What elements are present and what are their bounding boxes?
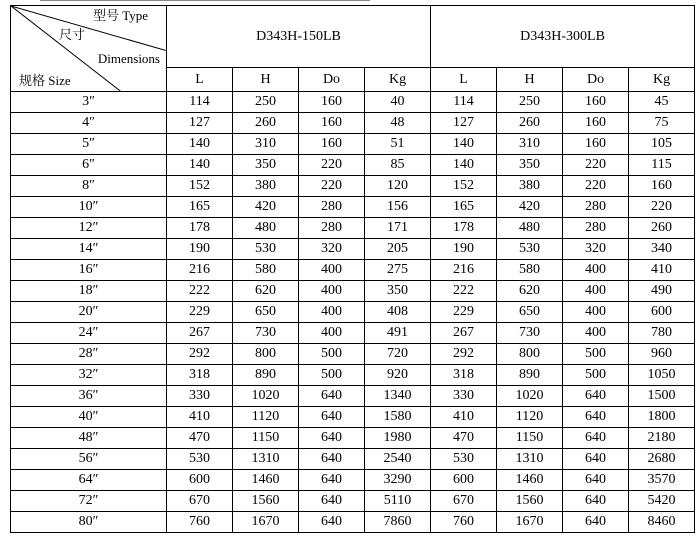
- value-cell: 140: [167, 155, 233, 176]
- value-cell: 500: [563, 344, 629, 365]
- value-cell: 292: [167, 344, 233, 365]
- value-cell: 400: [563, 260, 629, 281]
- value-cell: 229: [431, 302, 497, 323]
- value-cell: 400: [299, 281, 365, 302]
- value-cell: 530: [167, 449, 233, 470]
- table-row: [11, 386, 695, 407]
- value-cell: 350: [233, 155, 299, 176]
- value-cell: 1980: [365, 428, 431, 449]
- table-body: [11, 92, 695, 533]
- value-cell: 171: [365, 218, 431, 239]
- size-cell: 36″: [11, 386, 167, 407]
- value-cell: 220: [563, 176, 629, 197]
- table-row: [11, 470, 695, 491]
- value-cell: 8460: [629, 512, 695, 533]
- size-cell: 8″: [11, 176, 167, 197]
- size-cell: 12″: [11, 218, 167, 239]
- value-cell: 310: [497, 134, 563, 155]
- top-cropped-line: [40, 0, 370, 3]
- value-cell: 1670: [497, 512, 563, 533]
- value-cell: 2680: [629, 449, 695, 470]
- value-cell: 640: [299, 428, 365, 449]
- value-cell: 160: [299, 134, 365, 155]
- size-cell: 16″: [11, 260, 167, 281]
- value-cell: 720: [365, 344, 431, 365]
- size-cell: 14″: [11, 239, 167, 260]
- value-cell: 410: [431, 407, 497, 428]
- value-cell: 7860: [365, 512, 431, 533]
- value-cell: 267: [431, 323, 497, 344]
- value-cell: 140: [431, 155, 497, 176]
- value-cell: 960: [629, 344, 695, 365]
- value-cell: 730: [233, 323, 299, 344]
- header-row-models: [11, 6, 695, 68]
- value-cell: 640: [563, 407, 629, 428]
- value-cell: 400: [563, 281, 629, 302]
- value-cell: 400: [299, 260, 365, 281]
- value-cell: 340: [629, 239, 695, 260]
- value-cell: 480: [233, 218, 299, 239]
- value-cell: 670: [431, 491, 497, 512]
- value-cell: 3290: [365, 470, 431, 491]
- value-cell: 1150: [497, 428, 563, 449]
- value-cell: 470: [167, 428, 233, 449]
- value-cell: 114: [431, 92, 497, 113]
- value-cell: 220: [629, 197, 695, 218]
- value-cell: 350: [497, 155, 563, 176]
- value-cell: 260: [629, 218, 695, 239]
- value-cell: 2540: [365, 449, 431, 470]
- value-cell: 40: [365, 92, 431, 113]
- value-cell: 320: [299, 239, 365, 260]
- value-cell: 160: [629, 176, 695, 197]
- value-cell: 580: [233, 260, 299, 281]
- value-cell: 1050: [629, 365, 695, 386]
- value-cell: 114: [167, 92, 233, 113]
- table-row: [11, 113, 695, 134]
- value-cell: 620: [233, 281, 299, 302]
- col-header-Kg: Kg: [629, 68, 695, 92]
- value-cell: 640: [563, 449, 629, 470]
- value-cell: 1020: [233, 386, 299, 407]
- value-cell: 292: [431, 344, 497, 365]
- value-cell: 115: [629, 155, 695, 176]
- value-cell: 160: [563, 92, 629, 113]
- value-cell: 140: [167, 134, 233, 155]
- value-cell: 229: [167, 302, 233, 323]
- value-cell: 420: [233, 197, 299, 218]
- table-row: [11, 155, 695, 176]
- value-cell: 600: [629, 302, 695, 323]
- value-cell: 75: [629, 113, 695, 134]
- table-row: [11, 365, 695, 386]
- size-cell: 6″: [11, 155, 167, 176]
- value-cell: 318: [431, 365, 497, 386]
- value-cell: 48: [365, 113, 431, 134]
- table-row: [11, 428, 695, 449]
- value-cell: 260: [497, 113, 563, 134]
- value-cell: 420: [497, 197, 563, 218]
- value-cell: 760: [167, 512, 233, 533]
- value-cell: 222: [431, 281, 497, 302]
- size-label: 规格 Size: [19, 73, 71, 88]
- value-cell: 670: [167, 491, 233, 512]
- value-cell: 400: [299, 302, 365, 323]
- size-cell: 72″: [11, 491, 167, 512]
- value-cell: 530: [431, 449, 497, 470]
- value-cell: 152: [431, 176, 497, 197]
- value-cell: 1310: [497, 449, 563, 470]
- value-cell: 205: [365, 239, 431, 260]
- value-cell: 530: [497, 239, 563, 260]
- table-row: [11, 344, 695, 365]
- value-cell: 105: [629, 134, 695, 155]
- value-cell: 165: [431, 197, 497, 218]
- value-cell: 800: [497, 344, 563, 365]
- value-cell: 480: [497, 218, 563, 239]
- value-cell: 530: [233, 239, 299, 260]
- value-cell: 730: [497, 323, 563, 344]
- size-cell: 64″: [11, 470, 167, 491]
- value-cell: 580: [497, 260, 563, 281]
- size-cell: 48″: [11, 428, 167, 449]
- value-cell: 1460: [233, 470, 299, 491]
- value-cell: 410: [167, 407, 233, 428]
- table-row: [11, 260, 695, 281]
- value-cell: 640: [299, 470, 365, 491]
- table-row: [11, 449, 695, 470]
- value-cell: 640: [563, 428, 629, 449]
- model-header-150lb: D343H-150LB: [167, 6, 431, 68]
- table-row: [11, 92, 695, 113]
- model-header-300lb: D343H-300LB: [431, 6, 695, 68]
- size-cell: 28″: [11, 344, 167, 365]
- value-cell: 250: [233, 92, 299, 113]
- value-cell: 408: [365, 302, 431, 323]
- value-cell: 800: [233, 344, 299, 365]
- value-cell: 160: [563, 134, 629, 155]
- value-cell: 920: [365, 365, 431, 386]
- size-cell: 40″: [11, 407, 167, 428]
- col-header-H: H: [233, 68, 299, 92]
- table-row: [11, 491, 695, 512]
- value-cell: 216: [167, 260, 233, 281]
- value-cell: 220: [563, 155, 629, 176]
- value-cell: 1460: [497, 470, 563, 491]
- value-cell: 320: [563, 239, 629, 260]
- col-header-Kg: Kg: [365, 68, 431, 92]
- value-cell: 260: [233, 113, 299, 134]
- value-cell: 1800: [629, 407, 695, 428]
- col-header-H: H: [497, 68, 563, 92]
- table-row: [11, 176, 695, 197]
- value-cell: 1020: [497, 386, 563, 407]
- dimension-cn-label: 尺寸: [59, 27, 86, 42]
- col-header-L: L: [167, 68, 233, 92]
- value-cell: 650: [233, 302, 299, 323]
- value-cell: 640: [299, 386, 365, 407]
- value-cell: 220: [299, 155, 365, 176]
- value-cell: 640: [299, 491, 365, 512]
- value-cell: 890: [233, 365, 299, 386]
- value-cell: 1340: [365, 386, 431, 407]
- dimensions-table: [10, 5, 695, 533]
- value-cell: 190: [431, 239, 497, 260]
- value-cell: 3570: [629, 470, 695, 491]
- value-cell: 5420: [629, 491, 695, 512]
- value-cell: 1560: [233, 491, 299, 512]
- value-cell: 216: [431, 260, 497, 281]
- table-row: [11, 197, 695, 218]
- value-cell: 178: [167, 218, 233, 239]
- value-cell: 410: [629, 260, 695, 281]
- col-header-L: L: [431, 68, 497, 92]
- value-cell: 220: [299, 176, 365, 197]
- value-cell: 470: [431, 428, 497, 449]
- value-cell: 1120: [233, 407, 299, 428]
- size-cell: 5″: [11, 134, 167, 155]
- value-cell: 45: [629, 92, 695, 113]
- table-row: [11, 302, 695, 323]
- value-cell: 500: [299, 365, 365, 386]
- value-cell: 160: [299, 92, 365, 113]
- value-cell: 178: [431, 218, 497, 239]
- table-row: [11, 407, 695, 428]
- type-label: 型号 Type: [92, 8, 148, 23]
- value-cell: 160: [563, 113, 629, 134]
- col-header-Do: Do: [563, 68, 629, 92]
- value-cell: 640: [299, 449, 365, 470]
- value-cell: 120: [365, 176, 431, 197]
- value-cell: 280: [299, 197, 365, 218]
- value-cell: 318: [167, 365, 233, 386]
- size-cell: 20″: [11, 302, 167, 323]
- value-cell: 500: [299, 344, 365, 365]
- value-cell: 280: [563, 218, 629, 239]
- size-cell: 56″: [11, 449, 167, 470]
- value-cell: 267: [167, 323, 233, 344]
- value-cell: 640: [563, 386, 629, 407]
- value-cell: 1670: [233, 512, 299, 533]
- value-cell: 140: [431, 134, 497, 155]
- table-row: [11, 239, 695, 260]
- size-cell: 3″: [11, 92, 167, 113]
- value-cell: 380: [233, 176, 299, 197]
- value-cell: 490: [629, 281, 695, 302]
- value-cell: 152: [167, 176, 233, 197]
- value-cell: 400: [563, 323, 629, 344]
- size-cell: 10″: [11, 197, 167, 218]
- value-cell: 500: [563, 365, 629, 386]
- size-cell: 80″: [11, 512, 167, 533]
- value-cell: 890: [497, 365, 563, 386]
- value-cell: 222: [167, 281, 233, 302]
- value-cell: 600: [431, 470, 497, 491]
- value-cell: 1500: [629, 386, 695, 407]
- value-cell: 640: [563, 470, 629, 491]
- value-cell: 160: [299, 113, 365, 134]
- size-cell: 4″: [11, 113, 167, 134]
- value-cell: 1310: [233, 449, 299, 470]
- value-cell: 650: [497, 302, 563, 323]
- value-cell: 310: [233, 134, 299, 155]
- value-cell: 280: [563, 197, 629, 218]
- value-cell: 127: [167, 113, 233, 134]
- size-cell: 32″: [11, 365, 167, 386]
- value-cell: 620: [497, 281, 563, 302]
- table-row: [11, 323, 695, 344]
- table-row: [11, 281, 695, 302]
- value-cell: 640: [299, 407, 365, 428]
- value-cell: 780: [629, 323, 695, 344]
- value-cell: 165: [167, 197, 233, 218]
- value-cell: 380: [497, 176, 563, 197]
- value-cell: 640: [563, 512, 629, 533]
- value-cell: 400: [299, 323, 365, 344]
- col-header-Do: Do: [299, 68, 365, 92]
- value-cell: 640: [299, 512, 365, 533]
- value-cell: 1560: [497, 491, 563, 512]
- value-cell: 1120: [497, 407, 563, 428]
- value-cell: 400: [563, 302, 629, 323]
- value-cell: 127: [431, 113, 497, 134]
- size-cell: 24″: [11, 323, 167, 344]
- value-cell: 275: [365, 260, 431, 281]
- value-cell: 1580: [365, 407, 431, 428]
- value-cell: 280: [299, 218, 365, 239]
- value-cell: 250: [497, 92, 563, 113]
- table-row: [11, 134, 695, 155]
- value-cell: 85: [365, 155, 431, 176]
- value-cell: 350: [365, 281, 431, 302]
- value-cell: 1150: [233, 428, 299, 449]
- value-cell: 330: [431, 386, 497, 407]
- table-row: [11, 218, 695, 239]
- dimension-en-label: Dimensions: [97, 51, 160, 66]
- diagonal-header-cell: [11, 6, 167, 92]
- value-cell: 51: [365, 134, 431, 155]
- value-cell: 5110: [365, 491, 431, 512]
- size-cell: 18″: [11, 281, 167, 302]
- value-cell: 640: [563, 491, 629, 512]
- value-cell: 760: [431, 512, 497, 533]
- value-cell: 2180: [629, 428, 695, 449]
- value-cell: 491: [365, 323, 431, 344]
- value-cell: 600: [167, 470, 233, 491]
- value-cell: 156: [365, 197, 431, 218]
- value-cell: 330: [167, 386, 233, 407]
- table-row: [11, 512, 695, 533]
- value-cell: 190: [167, 239, 233, 260]
